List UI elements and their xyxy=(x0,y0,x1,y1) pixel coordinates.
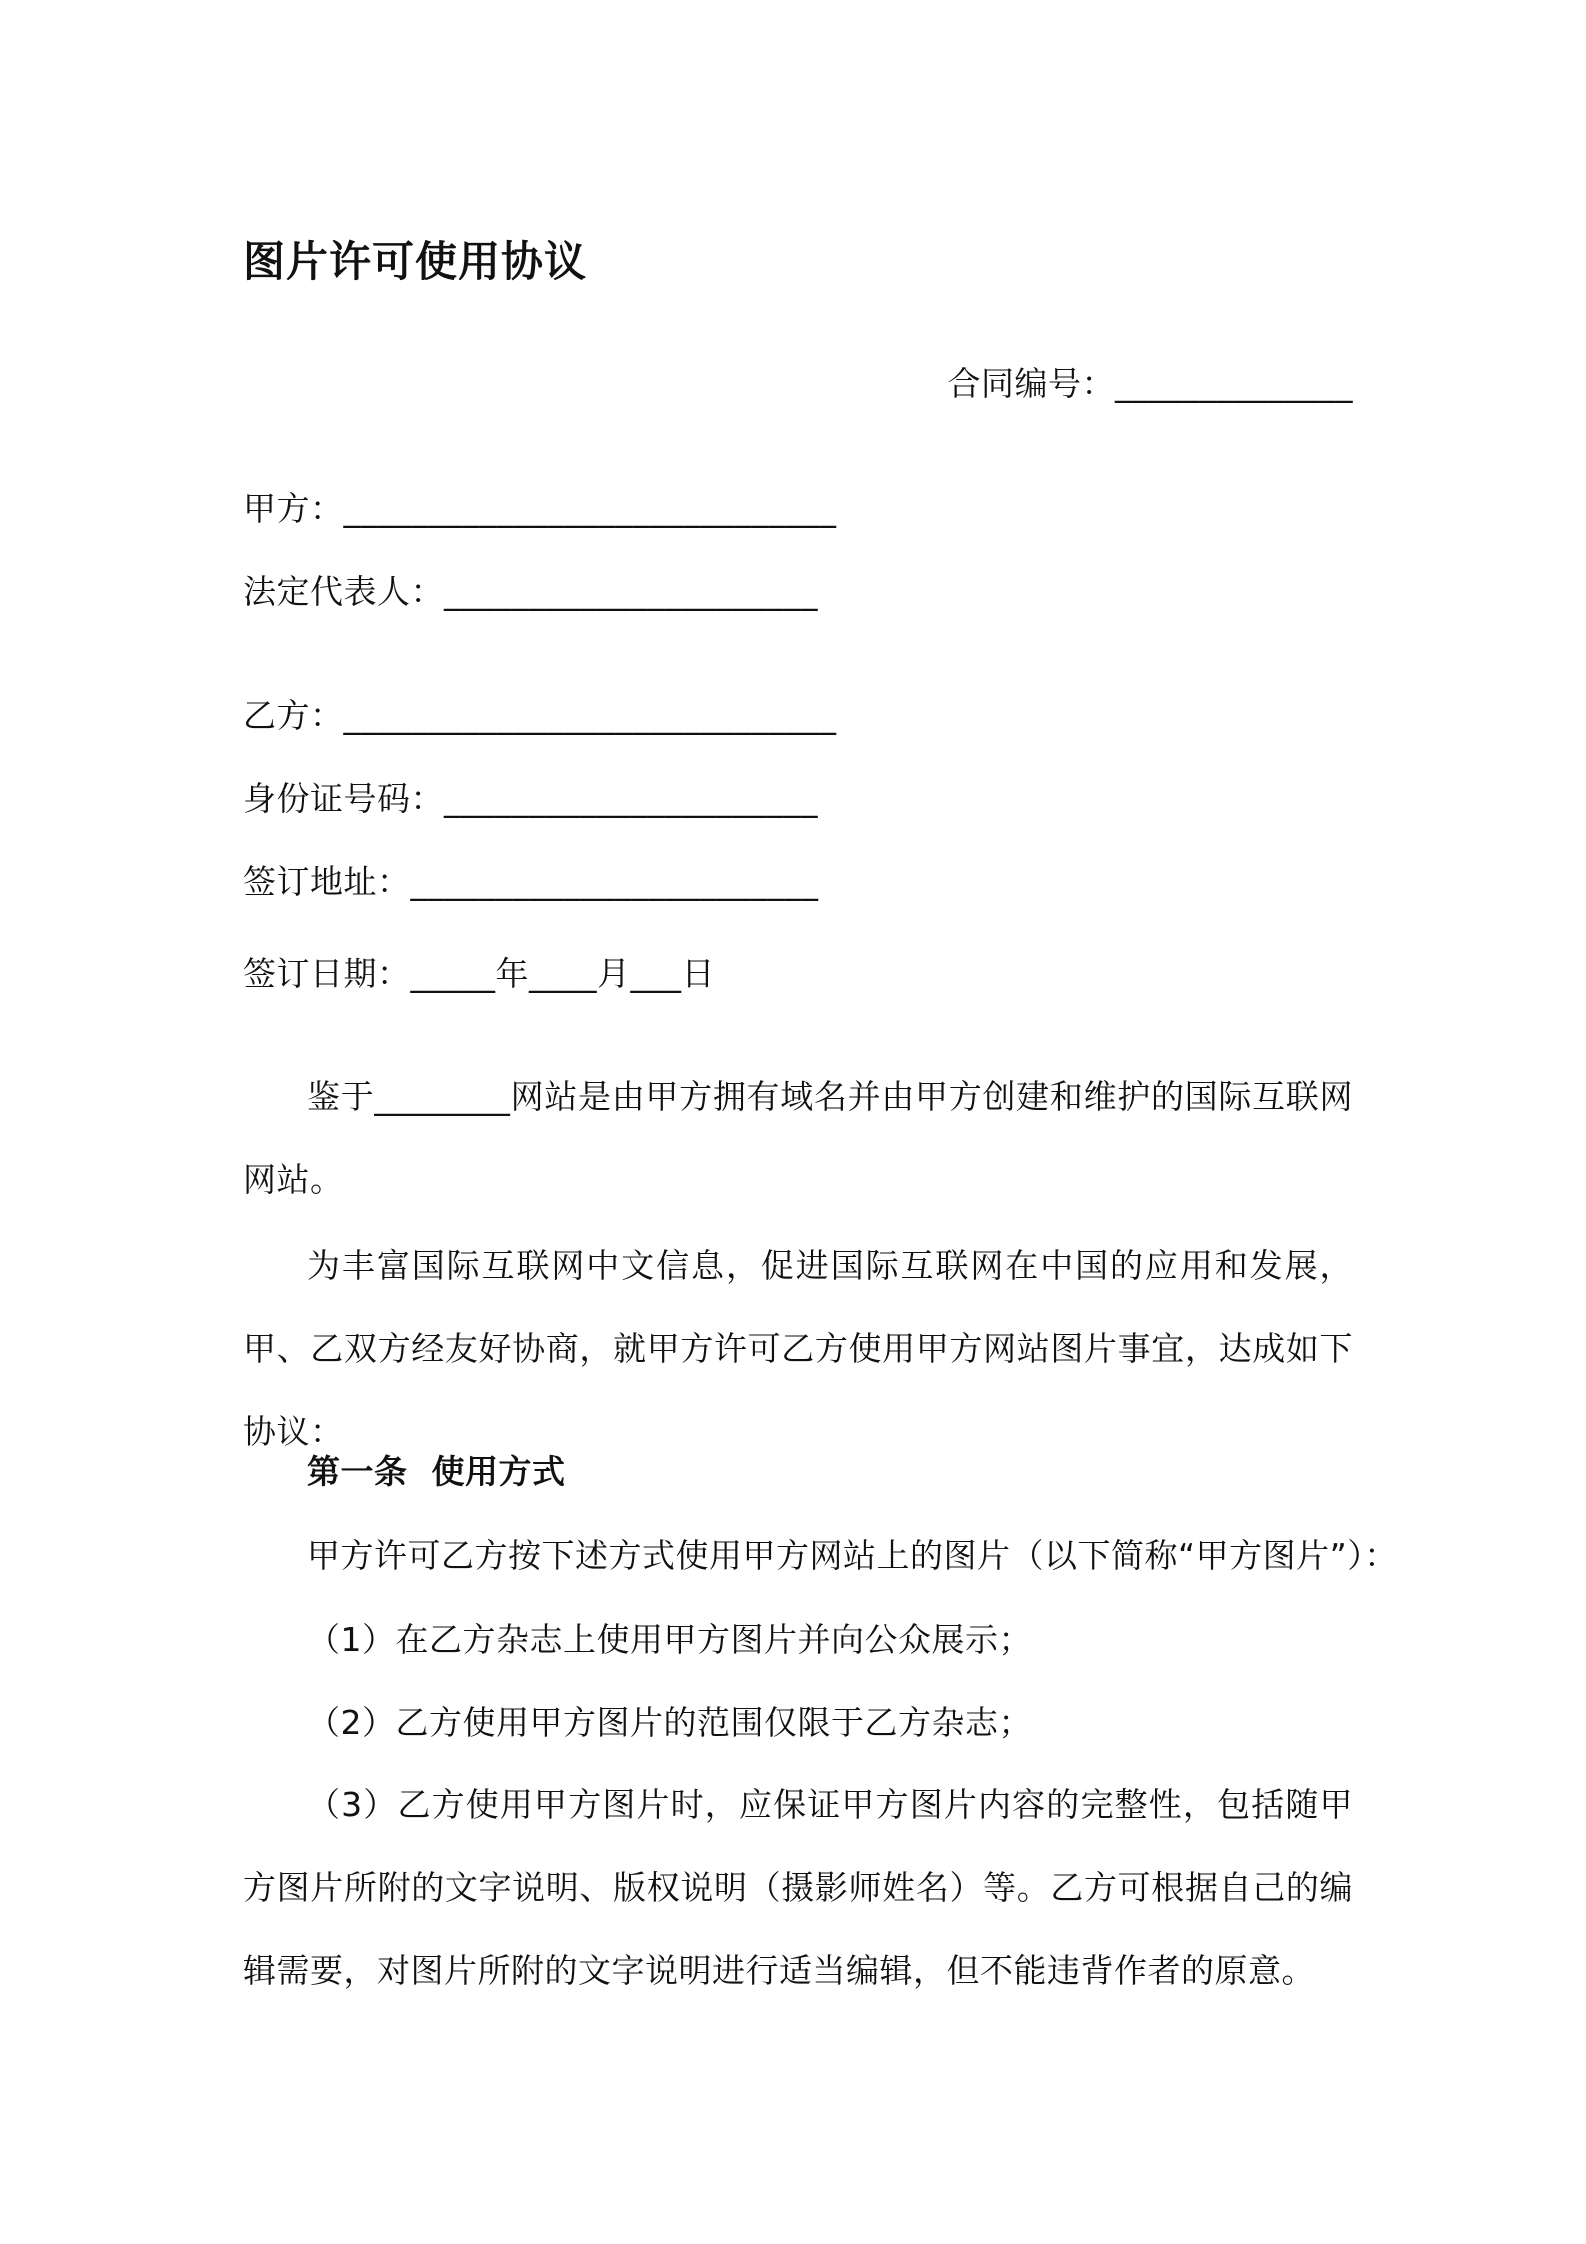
article-1-item-3: （3）乙方使用甲方图片时，应保证甲方图片内容的完整性，包括随甲方图片所附的文字说明、版权说明（摄影师姓名）等。乙方可根据自己的编辑需要，对图片所附的文字说明进行适当编辑，但不能违背作者的原意。 xyxy=(243,1785,1353,1990)
contract-number: 合同编号：______________ xyxy=(947,364,1353,403)
document-title: 图片许可使用协议 xyxy=(243,237,588,286)
article-1-lead: 甲方许可乙方按下述方式使用甲方网站上的图片（以下简称“甲方图片”）： xyxy=(307,1536,1398,1575)
party-b-field: 乙方：_____________________________ xyxy=(243,696,837,735)
intro-paragraph-1: 鉴于________网站是由甲方拥有域名并由甲方创建和维护的国际互联网网站。 xyxy=(243,1077,1353,1199)
sign-place-field: 签订地址：________________________ xyxy=(243,862,819,901)
intro-paragraph-2: 为丰富国际互联网中文信息，促进国际互联网在中国的应用和发展，甲、乙双方经友好协商，就甲方许可乙方使用甲方网站图片事宜，达成如下协议： xyxy=(243,1246,1353,1451)
article-1-item-2: （2）乙方使用甲方图片的范围仅限于乙方杂志； xyxy=(307,1703,1032,1742)
article-1-heading: 第一条 使用方式 xyxy=(307,1452,566,1491)
legal-representative-field: 法定代表人：______________________ xyxy=(243,572,818,611)
sign-date-field: 签订日期：_____年____月___日 xyxy=(243,954,715,993)
article-1-item-1: （1）在乙方杂志上使用甲方图片并向公众展示； xyxy=(307,1620,1032,1659)
party-a-field: 甲方：_____________________________ xyxy=(243,489,837,528)
id-number-field: 身份证号码：______________________ xyxy=(243,779,818,818)
